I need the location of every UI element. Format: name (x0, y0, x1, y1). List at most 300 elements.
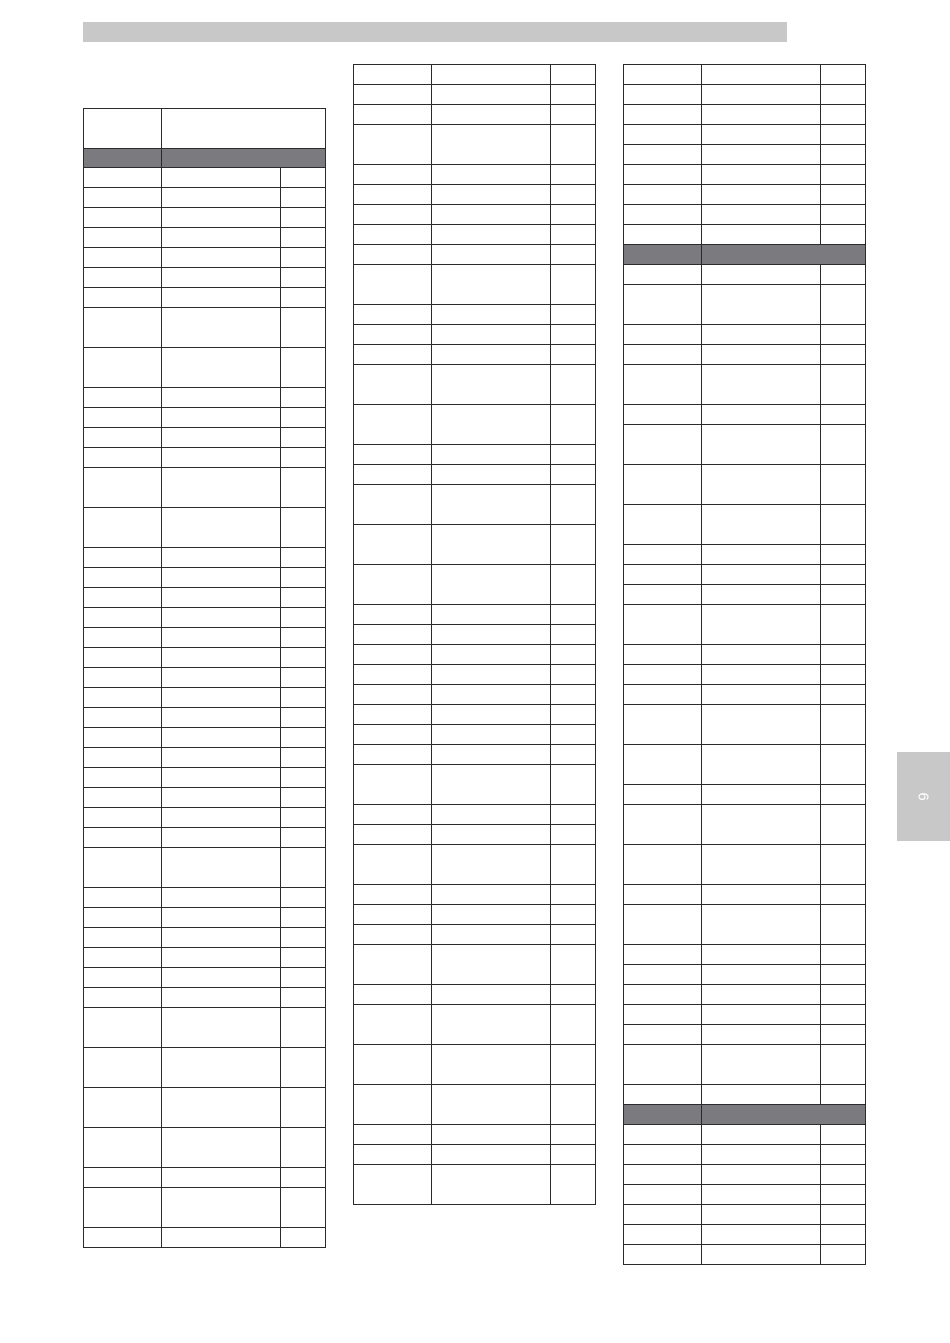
table-cell (280, 1188, 325, 1228)
table-cell (820, 325, 865, 345)
table-row (84, 968, 326, 988)
table-cell (702, 505, 820, 545)
table-cell (550, 985, 595, 1005)
table-cell (820, 65, 865, 85)
table-cell (354, 665, 432, 685)
table-row (624, 365, 866, 405)
table-cell (84, 1168, 162, 1188)
table-cell (280, 268, 325, 288)
table-cell (550, 1005, 595, 1045)
table-cell (354, 405, 432, 445)
table-cell (432, 445, 550, 465)
table-cell (354, 1165, 432, 1205)
table-row (354, 345, 596, 365)
table-cell (820, 565, 865, 585)
table-row (354, 685, 596, 705)
table-cell (354, 825, 432, 845)
table-cell (550, 245, 595, 265)
table-cell (550, 305, 595, 325)
table-row (354, 905, 596, 925)
table-cell (702, 685, 820, 705)
table-cell (162, 628, 280, 648)
table-row (354, 165, 596, 185)
table-cell (280, 748, 325, 768)
table-row (354, 725, 596, 745)
left-column-grid (83, 108, 326, 1248)
table-cell (162, 708, 280, 728)
table-cell (162, 1188, 280, 1228)
table-row (624, 405, 866, 425)
table-cell (702, 425, 820, 465)
table-row (84, 728, 326, 748)
table-cell (820, 1045, 865, 1085)
table-row (624, 605, 866, 645)
table-cell (162, 588, 280, 608)
table-cell (550, 485, 595, 525)
table-cell (280, 988, 325, 1008)
table-cell (432, 1045, 550, 1085)
table-cell (354, 205, 432, 225)
table-cell (432, 365, 550, 405)
table-row (624, 285, 866, 325)
table-cell (820, 605, 865, 645)
table-cell (280, 648, 325, 668)
table-row (84, 168, 326, 188)
table-cell (702, 605, 820, 645)
section-cell (162, 149, 326, 168)
table-cell (84, 928, 162, 948)
chapter-number: 6 (915, 792, 932, 801)
table-cell (820, 905, 865, 945)
table-cell (550, 625, 595, 645)
table-cell (820, 425, 865, 465)
table-cell (624, 1245, 702, 1265)
table-cell (162, 888, 280, 908)
table-cell (84, 168, 162, 188)
table-row (84, 628, 326, 648)
table-cell (624, 365, 702, 405)
table-cell (280, 888, 325, 908)
table-cell (820, 1185, 865, 1205)
table-section-row (624, 1105, 866, 1125)
table-cell (550, 405, 595, 445)
table-cell (432, 685, 550, 705)
table-cell (624, 125, 702, 145)
table-cell (820, 1025, 865, 1045)
table-cell (820, 105, 865, 125)
table-cell (550, 205, 595, 225)
section-cell (84, 149, 162, 168)
table-cell (162, 548, 280, 568)
table-cell (84, 188, 162, 208)
table-cell (820, 165, 865, 185)
table-cell (624, 1205, 702, 1225)
table-cell (162, 1168, 280, 1188)
table-row (84, 408, 326, 428)
table-cell (550, 1165, 595, 1205)
table-cell (624, 785, 702, 805)
table-cell (84, 208, 162, 228)
table-cell (84, 988, 162, 1008)
table-cell (354, 705, 432, 725)
table-row (84, 888, 326, 908)
table-cell (624, 845, 702, 885)
table-cell (84, 468, 162, 508)
table-cell (162, 828, 280, 848)
table-cell (702, 285, 820, 325)
table-row (624, 125, 866, 145)
table-cell (162, 848, 280, 888)
table-cell (280, 468, 325, 508)
table-cell (354, 225, 432, 245)
table-cell (84, 1228, 162, 1248)
table-row (624, 1045, 866, 1085)
table-cell (432, 345, 550, 365)
table-cell (820, 585, 865, 605)
table-cell (280, 308, 325, 348)
table-row (624, 325, 866, 345)
table-cell (432, 825, 550, 845)
table-row (354, 1005, 596, 1045)
table-cell (432, 625, 550, 645)
table-cell (550, 125, 595, 165)
table-row (624, 885, 866, 905)
table-cell (432, 845, 550, 885)
table-cell (354, 905, 432, 925)
table-cell (624, 745, 702, 785)
table-row (84, 428, 326, 448)
table-cell (624, 665, 702, 685)
table-cell (820, 685, 865, 705)
table-cell (280, 668, 325, 688)
table-row (354, 1125, 596, 1145)
table-cell (354, 725, 432, 745)
table-row (624, 145, 866, 165)
table-cell (624, 105, 702, 125)
table-cell (624, 85, 702, 105)
table-row (84, 948, 326, 968)
table-row (624, 505, 866, 545)
table-row (624, 705, 866, 745)
table-cell (354, 985, 432, 1005)
table-row (84, 268, 326, 288)
table-cell (162, 788, 280, 808)
table-row (624, 1205, 866, 1225)
table-cell (820, 225, 865, 245)
table-cell (280, 788, 325, 808)
table-cell (162, 988, 280, 1008)
table-cell (84, 348, 162, 388)
table-cell (432, 925, 550, 945)
table-section-row (84, 149, 326, 168)
table-row (84, 508, 326, 548)
table-cell (820, 1125, 865, 1145)
table-cell (624, 225, 702, 245)
table-cell (84, 628, 162, 648)
table-cell (162, 728, 280, 748)
table-cell (280, 448, 325, 468)
table-cell (550, 885, 595, 905)
table-row (624, 85, 866, 105)
table-cell (432, 605, 550, 625)
table-cell (354, 565, 432, 605)
table-cell (432, 1145, 550, 1165)
table-cell (162, 508, 280, 548)
table-cell (432, 185, 550, 205)
table-cell (550, 1045, 595, 1085)
table-cell (820, 845, 865, 885)
table-cell (550, 185, 595, 205)
table-cell (280, 808, 325, 828)
table-cell (280, 968, 325, 988)
table-row (354, 245, 596, 265)
table-cell (432, 645, 550, 665)
table-cell (550, 85, 595, 105)
table-cell (162, 208, 280, 228)
table-cell (624, 185, 702, 205)
table-cell (280, 768, 325, 788)
table-header-cell (84, 109, 162, 149)
right-table (623, 64, 866, 1265)
table-cell (702, 65, 820, 85)
table-cell (624, 165, 702, 185)
header-bar (83, 22, 787, 42)
table-row (624, 185, 866, 205)
table-row (624, 685, 866, 705)
table-row (354, 945, 596, 985)
table-row (84, 788, 326, 808)
table-row (84, 748, 326, 768)
table-row (624, 1085, 866, 1105)
table-cell (280, 828, 325, 848)
table-row (84, 608, 326, 628)
table-row (84, 848, 326, 888)
table-cell (624, 65, 702, 85)
table-cell (432, 85, 550, 105)
table-row (624, 1025, 866, 1045)
table-cell (820, 985, 865, 1005)
table-row (624, 585, 866, 605)
table-cell (550, 685, 595, 705)
table-cell (432, 665, 550, 685)
table-cell (84, 848, 162, 888)
table-cell (280, 1088, 325, 1128)
table-cell (84, 748, 162, 768)
table-cell (280, 288, 325, 308)
table-cell (280, 568, 325, 588)
table-cell (432, 405, 550, 445)
table-cell (162, 1048, 280, 1088)
table-row (624, 65, 866, 85)
table-cell (354, 605, 432, 625)
table-cell (84, 828, 162, 848)
table-cell (820, 665, 865, 685)
table-cell (820, 345, 865, 365)
table-cell (354, 65, 432, 85)
table-row (624, 345, 866, 365)
table-cell (702, 185, 820, 205)
table-cell (84, 688, 162, 708)
table-cell (624, 1045, 702, 1085)
table-cell (550, 905, 595, 925)
table-cell (702, 145, 820, 165)
table-row (624, 165, 866, 185)
table-cell (432, 485, 550, 525)
table-cell (820, 1145, 865, 1165)
table-cell (702, 585, 820, 605)
table-row (354, 645, 596, 665)
table-cell (354, 645, 432, 665)
table-cell (550, 165, 595, 185)
table-row (354, 885, 596, 905)
table-cell (550, 565, 595, 605)
table-row (624, 545, 866, 565)
table-cell (162, 248, 280, 268)
table-cell (84, 1188, 162, 1228)
table-cell (280, 848, 325, 888)
table-cell (84, 968, 162, 988)
table-cell (354, 185, 432, 205)
table-cell (624, 465, 702, 505)
table-cell (432, 705, 550, 725)
chapter-tab (897, 752, 950, 841)
table-row (84, 1048, 326, 1088)
table-cell (84, 288, 162, 308)
table-cell (162, 668, 280, 688)
table-row (354, 465, 596, 485)
table-cell (550, 665, 595, 685)
table-cell (432, 1125, 550, 1145)
table-cell (624, 885, 702, 905)
table-cell (432, 245, 550, 265)
table-row (354, 825, 596, 845)
table-row (84, 668, 326, 688)
table-cell (624, 565, 702, 585)
table-cell (432, 65, 550, 85)
table-cell (550, 105, 595, 125)
table-cell (550, 605, 595, 625)
table-cell (550, 745, 595, 765)
table-row (354, 65, 596, 85)
table-cell (702, 85, 820, 105)
table-row (84, 388, 326, 408)
table-cell (624, 1225, 702, 1245)
table-row (624, 1245, 866, 1265)
table-cell (702, 1165, 820, 1185)
table-cell (162, 908, 280, 928)
table-cell (162, 568, 280, 588)
table-cell (624, 945, 702, 965)
table-cell (702, 665, 820, 685)
left-table (83, 108, 326, 1248)
table-cell (702, 405, 820, 425)
table-row (624, 265, 866, 285)
table-cell (84, 408, 162, 428)
table-row (624, 665, 866, 685)
table-cell (702, 265, 820, 285)
table-row (354, 225, 596, 245)
table-cell (550, 445, 595, 465)
table-cell (84, 808, 162, 828)
table-row (84, 248, 326, 268)
table-cell (702, 785, 820, 805)
table-row (84, 348, 326, 388)
table-cell (624, 1025, 702, 1045)
table-row (84, 228, 326, 248)
table-cell (550, 1125, 595, 1145)
table-cell (354, 765, 432, 805)
table-cell (280, 1048, 325, 1088)
table-cell (162, 648, 280, 668)
table-cell (702, 885, 820, 905)
table-cell (354, 105, 432, 125)
table-cell (550, 365, 595, 405)
table-row (354, 205, 596, 225)
table-cell (280, 1128, 325, 1168)
table-cell (162, 688, 280, 708)
table-cell (432, 265, 550, 305)
table-cell (280, 208, 325, 228)
table-cell (432, 165, 550, 185)
table-cell (84, 1008, 162, 1048)
table-cell (280, 1008, 325, 1048)
table-row (624, 945, 866, 965)
table-cell (84, 1048, 162, 1088)
table-cell (820, 945, 865, 965)
table-cell (702, 845, 820, 885)
table-cell (820, 405, 865, 425)
table-cell (84, 668, 162, 688)
table-cell (820, 365, 865, 405)
table-cell (84, 888, 162, 908)
table-cell (354, 1005, 432, 1045)
table-row (354, 745, 596, 765)
table-row (84, 588, 326, 608)
table-cell (702, 165, 820, 185)
table-cell (84, 568, 162, 588)
table-cell (354, 685, 432, 705)
table-cell (550, 1145, 595, 1165)
table-row (84, 648, 326, 668)
table-cell (624, 1005, 702, 1025)
table-cell (702, 1145, 820, 1165)
table-cell (162, 228, 280, 248)
table-cell (624, 985, 702, 1005)
table-row (354, 265, 596, 305)
table-cell (354, 345, 432, 365)
table-row (354, 1045, 596, 1085)
table-row (624, 1185, 866, 1205)
table-cell (432, 1085, 550, 1125)
table-cell (354, 845, 432, 885)
table-cell (550, 265, 595, 305)
table-cell (702, 1005, 820, 1025)
table-cell (354, 745, 432, 765)
table-row (624, 1005, 866, 1025)
table-cell (84, 228, 162, 248)
table-cell (820, 1085, 865, 1105)
table-cell (624, 425, 702, 465)
table-cell (550, 525, 595, 565)
middle-column-grid (353, 64, 596, 1205)
table-cell (624, 345, 702, 365)
table-cell (432, 205, 550, 225)
table-cell (84, 548, 162, 568)
table-cell (820, 505, 865, 545)
table-cell (354, 165, 432, 185)
table-cell (432, 325, 550, 345)
table-cell (162, 268, 280, 288)
